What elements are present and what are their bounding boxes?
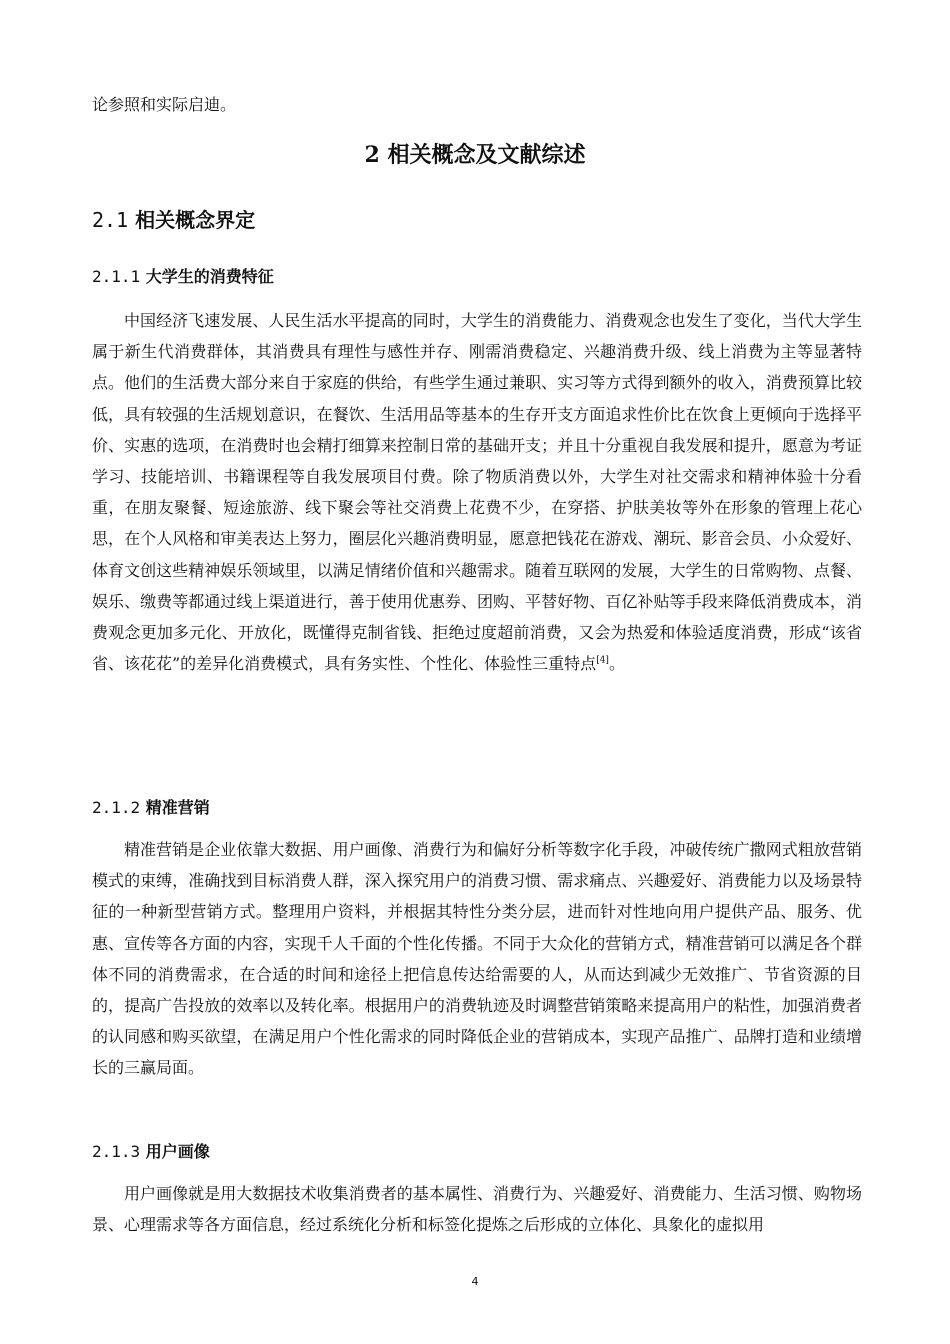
section-title: 相关概念界定 [135, 208, 256, 232]
section-heading-2-1 [92, 204, 255, 233]
section-number: 2.1 [92, 208, 129, 232]
page-number: 4 [471, 1275, 479, 1288]
paragraph-text: 中国经济飞速发展、人民生活水平提高的同时，大学生的消费能力、消费观念也发生了变化，当代大学生属于新生代消费群体，其消费具有理性与感性并存、刚需消费稳定、兴趣消费升级、线上消费为主等显著特点。他们的生活费大部分来自于家庭的供给，有些学生通过兼职、实习等方式得到额外的收入，消费预算比较低，具有较强的生活规划意识，在餐饮、生活用品等基本的生存开支方面追求性价比在饮食上更倾向于选择平价、实惠的选项，在消费时也会精打细算来控制日常的基础开支；并且十分重视自我发展和提升，愿意为考证学习、技能培训、书籍课程等自我发展项目付费。除了物质消费以外，大学生对社交需求和精神体验十分看重，在朋友聚餐、短途旅游、线下聚会等社交消费上花费不少，在穿搭、护肤美妆等外在形象的管理上花心思，在个人风格和审美表达上努力，圈层化兴趣消费明显，愿意把钱花在游戏、潮玩、影音会员、小众爱好、体育文创这些精神娱乐领域里，以满足情绪价值和兴趣需求。随着互联网的发展，大学生的日常购物、点餐、娱乐、缴费等都通过线上渠道进行，善于使用优惠券、团购、平替好物、百亿补贴等手段来降低消费成本，消费观念更加多元化、开放化，既懂得克制省钱、拒绝过度超前消费，又会为热爱和体验适度消费，形成“该省省、该花花”的差异化消费模式，具有务实性、个性化、体验性三重特点 [92, 311, 862, 674]
lead-in-text: 论参照和实际启迪。 [92, 95, 237, 114]
subsection-title: 大学生的消费特征 [145, 267, 274, 286]
paragraph-user-portrait: 用户画像就是用大数据技术收集消费者的基本属性、消费行为、兴趣爱好、消费能力、生活习惯、购物场景、心理需求等各方面信息，经过系统化分析和标签化提炼之后形成的立体化、具象化的虚拟用 [92, 1184, 862, 1235]
citation-marker: [4] [596, 655, 609, 666]
subsection-number: 2.1.2 [92, 798, 141, 817]
chapter-title: 2 相关概念及文献综述 [364, 142, 586, 168]
paragraph-tail: 。 [608, 654, 625, 674]
subsection-heading-2-1-3 [92, 1139, 210, 1162]
subsection-title: 精准营销 [145, 798, 210, 817]
subsection-number: 2.1.1 [92, 267, 141, 286]
paragraph-precision-marketing: 精准营销是企业依靠大数据、用户画像、消费行为和偏好分析等数字化手段，冲破传统广撒网式粗放营销模式的束缚，准确找到目标消费人群，深入探究用户的消费习惯、需求痛点、兴趣爱好、消费能力以及场景特征的一种新型营销方式。整理用户资料，并根据其特性分类分层，进而针对性地向用户提供产品、服务、优惠、宣传等各方面的内容，实现千人千面的个性化传播。不同于大众化的营销方式，精准营销可以满足各个群体不同的消费需求，在合适的时间和途径上把信息传达给需要的人，从而达到减少无效推广、节省资源的目的，提高广告投放的效率以及转化率。根据用户的消费轨迹及时调整营销策略来提高用户的粘性，加强消费者的认同感和购买欲望，在满足用户个性化需求的同时降低企业的营销成本，实现产品推广、品牌打造和业绩增长的三赢局面。 [92, 840, 862, 1078]
subsection-heading-2-1-1 [92, 264, 274, 287]
subsection-heading-2-1-2 [92, 795, 210, 818]
paragraph-consumption-characteristics [92, 305, 862, 679]
subsection-number: 2.1.3 [92, 1142, 141, 1161]
subsection-title: 用户画像 [145, 1142, 210, 1161]
